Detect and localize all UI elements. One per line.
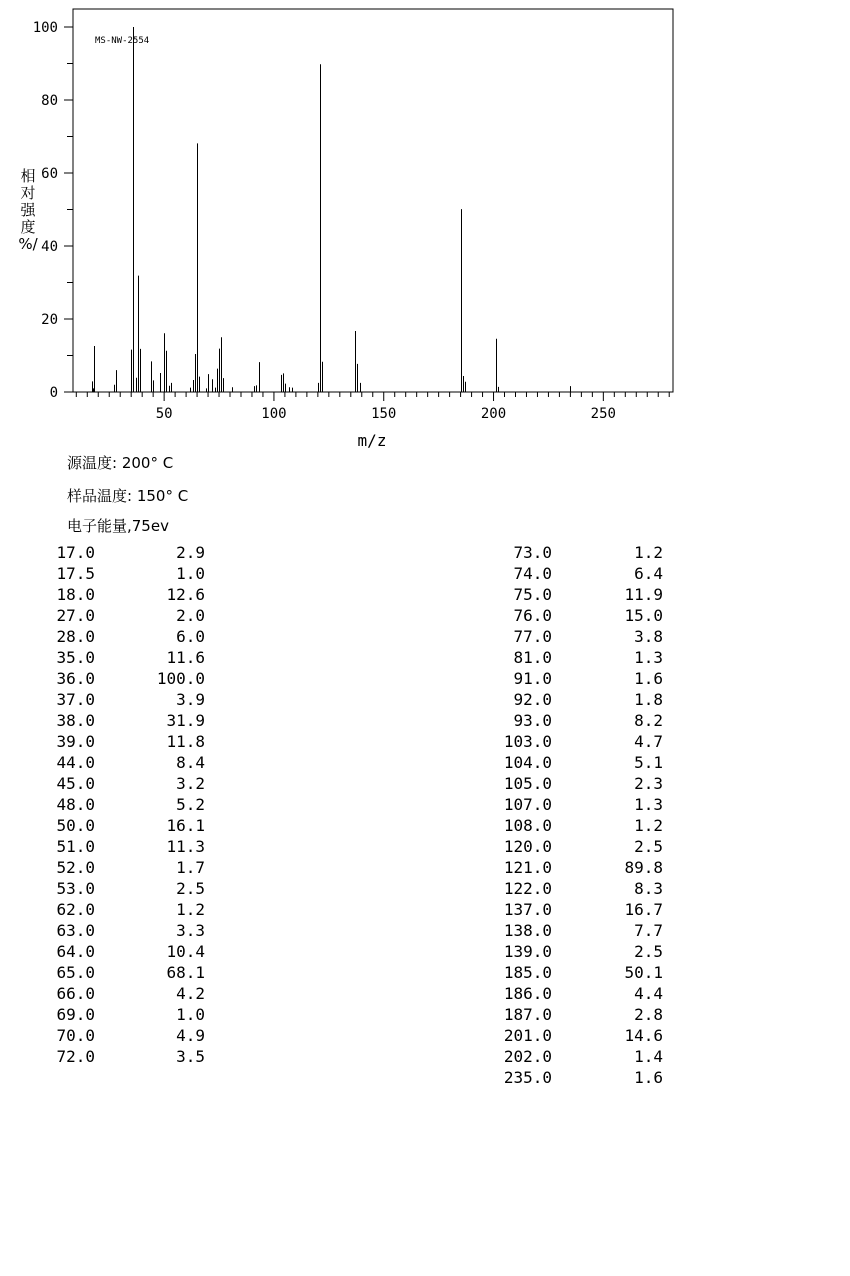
mz-value: 185.0: [503, 963, 552, 982]
x-tick-label: 100: [261, 406, 287, 422]
intensity-value: 11.6: [166, 648, 205, 667]
mz-value: 39.0: [56, 732, 95, 751]
intensity-value: 7.7: [634, 921, 663, 940]
intensity-value: 11.9: [624, 585, 663, 604]
mz-value: 17.0: [56, 543, 95, 562]
mz-value: 37.0: [56, 690, 95, 709]
intensity-value: 2.8: [634, 1005, 663, 1024]
table-row: [0, 773, 850, 794]
mz-value: 122.0: [503, 879, 552, 898]
sample-temperature: 样品温度: 150° C: [67, 487, 189, 505]
intensity-value: 6.4: [634, 564, 663, 583]
intensity-value: 3.5: [176, 1047, 205, 1066]
mz-value: 187.0: [503, 1005, 552, 1024]
mz-value: 45.0: [56, 774, 95, 793]
table-row: [0, 1004, 850, 1025]
table-row: [0, 899, 850, 920]
mz-value: 186.0: [503, 984, 552, 1003]
intensity-value: 11.3: [166, 837, 205, 856]
mz-value: 93.0: [513, 711, 552, 730]
mz-value: 18.0: [56, 585, 95, 604]
electron-energy: 电子能量,75ev: [67, 517, 169, 535]
intensity-value: 12.6: [166, 585, 205, 604]
table-row: [0, 1067, 850, 1088]
mz-value: 70.0: [56, 1026, 95, 1045]
intensity-value: 68.1: [166, 963, 205, 982]
intensity-value: 1.2: [634, 543, 663, 562]
table-row: [0, 836, 850, 857]
intensity-value: 11.8: [166, 732, 205, 751]
table-row: [0, 941, 850, 962]
intensity-value: 8.2: [634, 711, 663, 730]
x-tick-label: 250: [590, 406, 616, 422]
mz-value: 53.0: [56, 879, 95, 898]
table-row: [0, 1046, 850, 1067]
intensity-value: 4.7: [634, 732, 663, 751]
intensity-value: 8.4: [176, 753, 205, 772]
table-row: [0, 626, 850, 647]
y-axis-label-char: 度: [20, 218, 36, 236]
x-axis-label: m/z: [357, 431, 387, 450]
mz-value: 92.0: [513, 690, 552, 709]
mz-value: 72.0: [56, 1047, 95, 1066]
mz-value: 36.0: [56, 669, 95, 688]
y-axis-label-char: %/: [18, 235, 38, 253]
table-row: [0, 731, 850, 752]
spectrum-bars: [93, 27, 571, 392]
mz-value: 44.0: [56, 753, 95, 772]
intensity-value: 1.2: [176, 900, 205, 919]
intensity-value: 15.0: [624, 606, 663, 625]
mz-value: 62.0: [56, 900, 95, 919]
mz-value: 69.0: [56, 1005, 95, 1024]
mz-value: 120.0: [503, 837, 552, 856]
x-axis: [76, 392, 669, 422]
mz-value: 105.0: [503, 774, 552, 793]
y-tick-label: 0: [49, 385, 58, 401]
mz-value: 51.0: [56, 837, 95, 856]
mz-value: 48.0: [56, 795, 95, 814]
intensity-value: 1.4: [634, 1047, 663, 1066]
intensity-value: 89.8: [624, 858, 663, 877]
table-row: [0, 857, 850, 878]
table-row: [0, 1025, 850, 1046]
intensity-value: 4.2: [176, 984, 205, 1003]
table-row: [0, 647, 850, 668]
intensity-value: 1.6: [634, 669, 663, 688]
y-axis-label-char: 强: [20, 201, 36, 219]
intensity-value: 3.9: [176, 690, 205, 709]
mz-value: 66.0: [56, 984, 95, 1003]
intensity-value: 8.3: [634, 879, 663, 898]
intensity-value: 100.0: [156, 669, 205, 688]
y-axis-label-char: 对: [20, 184, 36, 202]
mz-value: 73.0: [513, 543, 552, 562]
mz-value: 63.0: [56, 921, 95, 940]
intensity-value: 1.3: [634, 648, 663, 667]
intensity-value: 6.0: [176, 627, 205, 646]
mz-value: 17.5: [56, 564, 95, 583]
plot-frame: [73, 9, 673, 392]
y-tick-label: 80: [41, 93, 58, 109]
intensity-value: 14.6: [624, 1026, 663, 1045]
intensity-value: 16.1: [166, 816, 205, 835]
intensity-value: 1.7: [176, 858, 205, 877]
x-tick-label: 150: [371, 406, 397, 422]
intensity-value: 50.1: [624, 963, 663, 982]
mz-value: 202.0: [503, 1047, 552, 1066]
mz-value: 65.0: [56, 963, 95, 982]
table-row: [0, 563, 850, 584]
intensity-value: 2.5: [634, 837, 663, 856]
mz-value: 121.0: [503, 858, 552, 877]
x-tick-label: 50: [155, 406, 173, 422]
mz-value: 27.0: [56, 606, 95, 625]
intensity-value: 1.2: [634, 816, 663, 835]
mz-value: 76.0: [513, 606, 552, 625]
mz-value: 235.0: [503, 1068, 552, 1087]
intensity-value: 1.3: [634, 795, 663, 814]
intensity-value: 2.5: [634, 942, 663, 961]
mz-value: 28.0: [56, 627, 95, 646]
mz-value: 108.0: [503, 816, 552, 835]
table-row: [0, 794, 850, 815]
intensity-value: 5.1: [634, 753, 663, 772]
x-tick-label: 200: [480, 406, 507, 422]
mz-value: 38.0: [56, 711, 95, 730]
mz-value: 137.0: [503, 900, 552, 919]
table-row: [0, 962, 850, 983]
mz-value: 91.0: [513, 669, 552, 688]
source-temperature: 源温度: 200° C: [67, 454, 174, 472]
mz-value: 50.0: [56, 816, 95, 835]
mass-spectrum-chart: [0, 0, 850, 460]
intensity-value: 2.3: [634, 774, 663, 793]
table-row: [0, 584, 850, 605]
mz-value: 139.0: [503, 942, 552, 961]
intensity-value: 1.0: [176, 1005, 205, 1024]
y-tick-label: 100: [32, 20, 58, 36]
intensity-value: 2.5: [176, 879, 205, 898]
y-tick-label: 60: [41, 166, 58, 182]
table-row: [0, 668, 850, 689]
intensity-value: 2.0: [176, 606, 205, 625]
y-axis-label-char: 相: [20, 167, 36, 185]
plot-border: [73, 9, 673, 392]
y-axis: [33, 20, 73, 401]
intensity-value: 3.2: [176, 774, 205, 793]
table-row: [0, 710, 850, 731]
mz-value: 77.0: [513, 627, 552, 646]
mz-value: 75.0: [513, 585, 552, 604]
intensity-value: 4.4: [634, 984, 663, 1003]
intensity-value: 1.6: [634, 1068, 663, 1087]
y-axis-label: [18, 168, 38, 253]
mz-value: 74.0: [513, 564, 552, 583]
mz-value: 201.0: [503, 1026, 552, 1045]
table-row: [0, 542, 850, 563]
table-row: [0, 983, 850, 1004]
mz-value: 107.0: [503, 795, 552, 814]
table-row: [0, 689, 850, 710]
intensity-value: 5.2: [176, 795, 205, 814]
table-row: [0, 920, 850, 941]
intensity-value: 3.3: [176, 921, 205, 940]
intensity-value: 1.0: [176, 564, 205, 583]
intensity-value: 2.9: [176, 543, 205, 562]
mz-value: 138.0: [503, 921, 552, 940]
mz-value: 81.0: [513, 648, 552, 667]
mz-value: 52.0: [56, 858, 95, 877]
y-tick-label: 40: [41, 239, 58, 255]
intensity-value: 1.8: [634, 690, 663, 709]
table-row: [0, 752, 850, 773]
mz-value: 104.0: [503, 753, 552, 772]
table-row: [0, 815, 850, 836]
intensity-value: 3.8: [634, 627, 663, 646]
table-row: [0, 878, 850, 899]
table-row: [0, 605, 850, 626]
chart-title: MS-NW-2554: [95, 36, 150, 46]
mz-value: 64.0: [56, 942, 95, 961]
mz-value: 35.0: [56, 648, 95, 667]
intensity-value: 4.9: [176, 1026, 205, 1045]
intensity-value: 16.7: [624, 900, 663, 919]
y-tick-label: 20: [41, 312, 58, 328]
intensity-value: 10.4: [166, 942, 205, 961]
intensity-value: 31.9: [166, 711, 205, 730]
mz-value: 103.0: [503, 732, 552, 751]
